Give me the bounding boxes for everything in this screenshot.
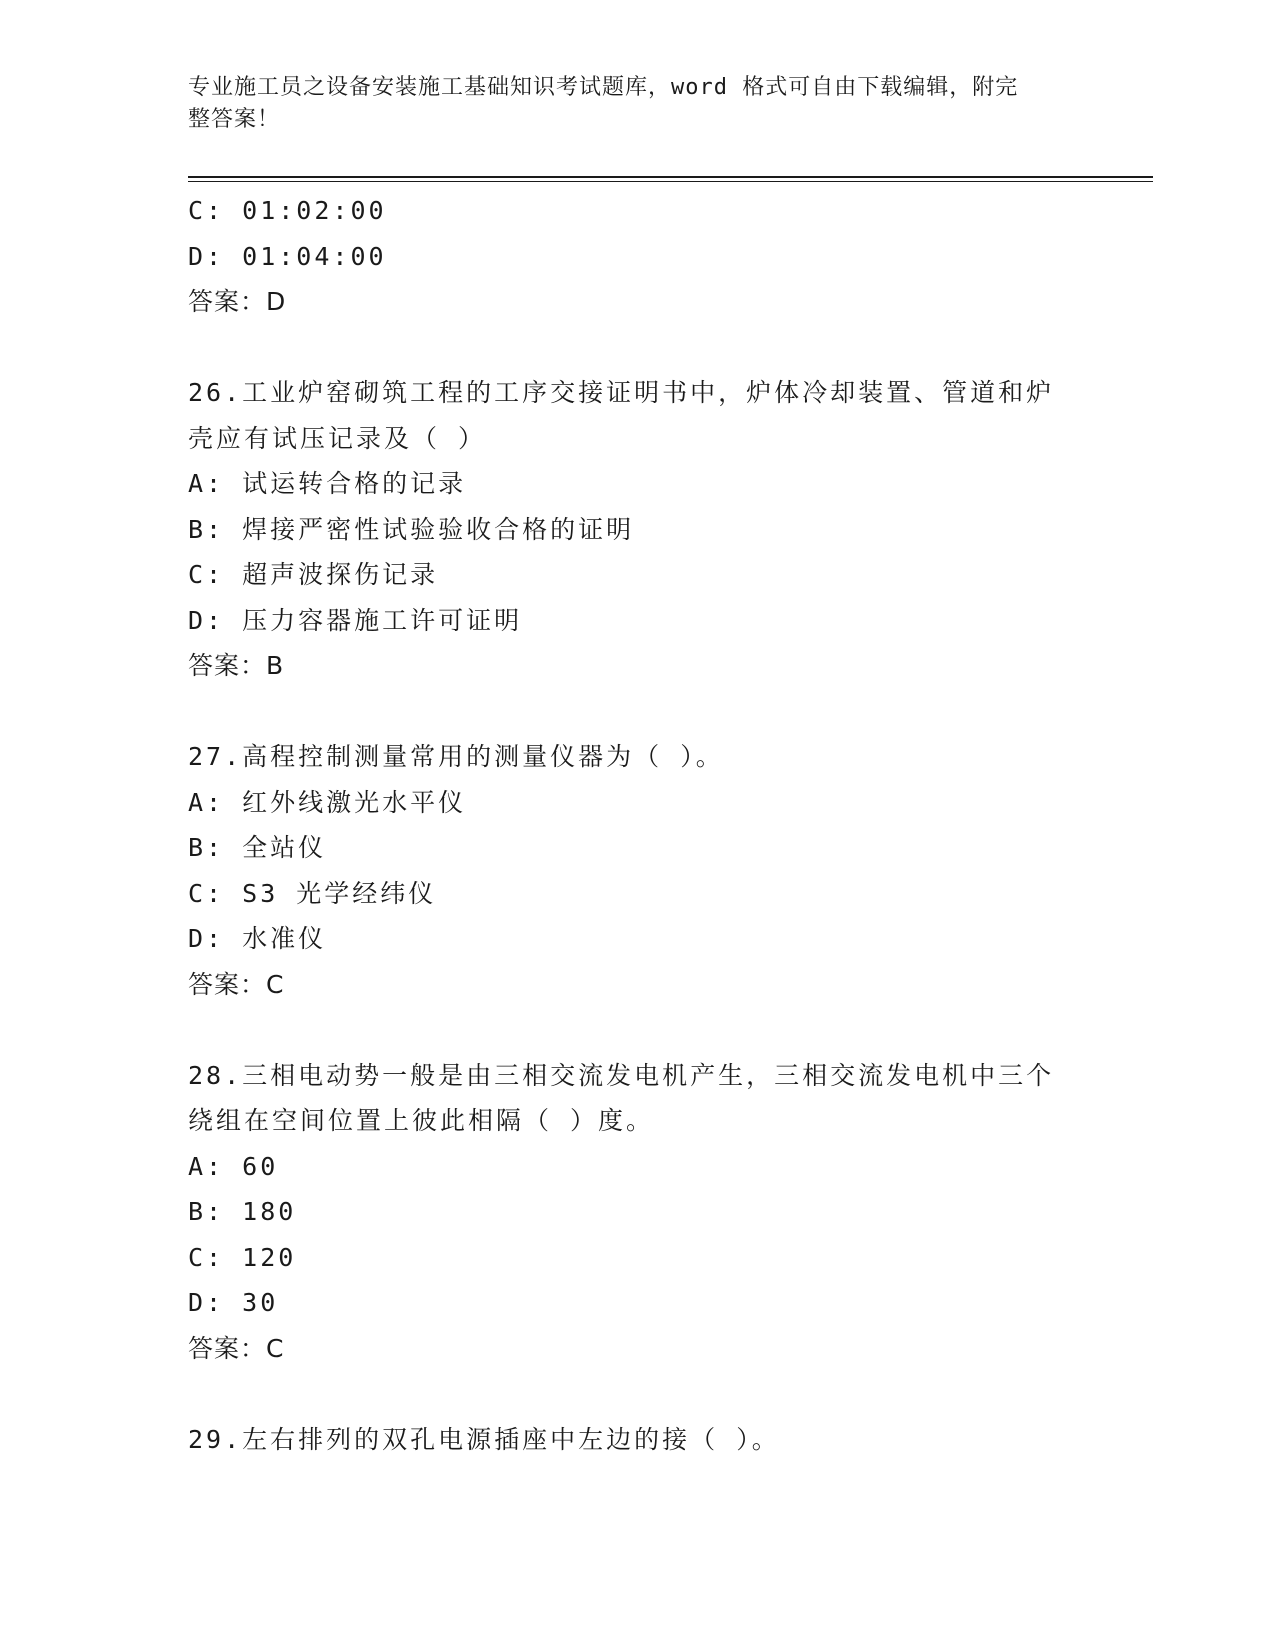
answer: 答案：B xyxy=(188,651,285,680)
option-c: C: 01:02:00 xyxy=(188,196,387,225)
option-d: D: 水准仪 xyxy=(188,924,327,953)
option-a: A: 60 xyxy=(188,1151,279,1181)
option-c: C: 120 xyxy=(188,1242,297,1272)
question-stem: 28.三相电动势一般是由三相交流发电机产生，三相交流发电机中三个 xyxy=(188,1060,1055,1090)
header-line-1: 专业施工员之设备安装施工基础知识考试题库，word 格式可自由下载编辑，附完 xyxy=(188,75,1019,100)
question-stem-cont: 壳应有试压记录及（ ） xyxy=(188,423,487,453)
option-c: C: 超声波探伤记录 xyxy=(188,560,439,589)
option-a: A: 红外线激光水平仪 xyxy=(188,787,467,817)
question-stem: 26.工业炉窑砌筑工程的工序交接证明书中，炉体冷却装置、管道和炉 xyxy=(188,378,1055,407)
header-divider xyxy=(188,176,1153,182)
document-header xyxy=(188,72,1068,136)
question-29 xyxy=(188,1417,1088,1463)
question-list xyxy=(188,188,1088,1462)
question-26 xyxy=(188,370,1088,689)
question-27 xyxy=(188,734,1088,1007)
option-b: B: 焊接严密性试验验收合格的证明 xyxy=(188,514,635,544)
answer: 答案：C xyxy=(188,1333,285,1363)
option-d: D: 压力容器施工许可证明 xyxy=(188,605,523,635)
option-b: B: 180 xyxy=(188,1197,297,1226)
question-stem: 27.高程控制测量常用的测量仪器为（ ）。 xyxy=(188,742,724,771)
answer: 答案：C xyxy=(188,969,285,999)
option-b: B: 全站仪 xyxy=(188,833,327,862)
option-c: C: S3 光学经纬仪 xyxy=(188,878,437,908)
header-line-2: 整答案！ xyxy=(188,107,281,132)
question-stem: 29.左右排列的双孔电源插座中左边的接（ ）。 xyxy=(188,1424,780,1454)
option-d: D: 30 xyxy=(188,1288,279,1317)
option-a: A: 试运转合格的记录 xyxy=(188,469,467,498)
option-d: D: 01:04:00 xyxy=(188,241,387,271)
question-stem-cont: 绕组在空间位置上彼此相隔（ ）度。 xyxy=(188,1106,655,1135)
question-25 xyxy=(188,188,1088,325)
question-28 xyxy=(188,1053,1088,1372)
answer: 答案：D xyxy=(188,287,287,316)
